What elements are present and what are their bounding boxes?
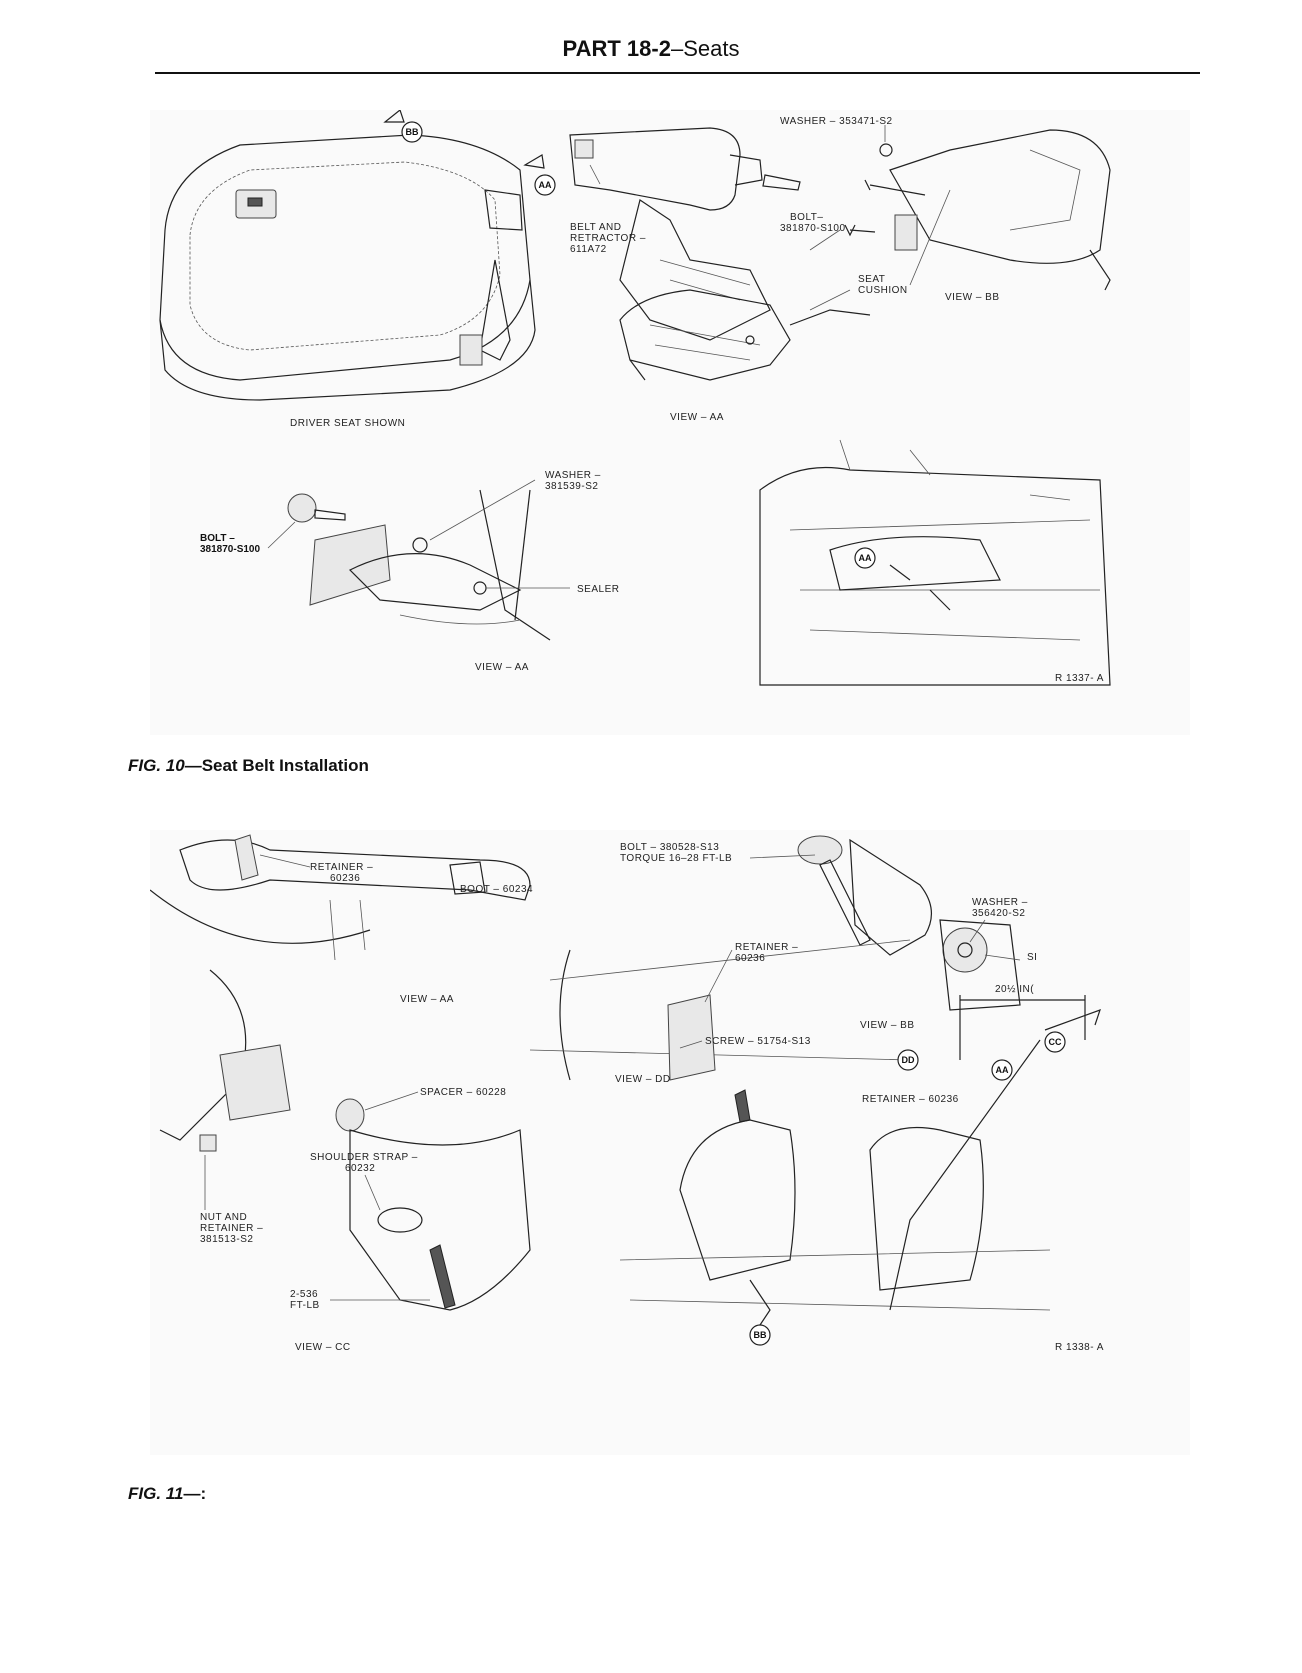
header-rule: [155, 72, 1200, 74]
label-washer-line1: WASHER –: [972, 897, 1028, 908]
part-number: PART 18-2: [562, 36, 671, 61]
label-belt-retractor-line2: RETRACTOR –: [570, 233, 646, 244]
label-view-dd: VIEW – DD: [615, 1074, 671, 1085]
figure-11-drawing: [150, 830, 1190, 1455]
label-ref-r1338a: R 1338- A: [1055, 1342, 1104, 1353]
label-ref-r1337a: R 1337- A: [1055, 673, 1104, 684]
figure-10-drawing: [150, 110, 1190, 735]
label-dimension-20-half: 20½ IN(: [995, 984, 1035, 995]
label-spacer: SPACER – 60228: [420, 1087, 507, 1098]
view-aa-bracket-drawing: [620, 290, 870, 380]
driver-seat-cushion-drawing: [160, 135, 535, 400]
figure-11-caption: [128, 1484, 206, 1504]
pillar-spacer-drawing: [160, 970, 530, 1310]
section-title: Seats: [683, 36, 740, 61]
figure-11-caption-text: —:: [183, 1484, 207, 1503]
figure-10-caption: [128, 756, 369, 776]
label-retainer1-line1: RETAINER –: [310, 862, 374, 873]
label-seat-cushion-line2: CUSHION: [858, 285, 908, 296]
bolt-washer-top-drawing: [845, 130, 1110, 290]
figure-10-illustration: [150, 110, 1190, 735]
badge-cc-label: CC: [1048, 1037, 1062, 1047]
label-bolt-bottom-line1: BOLT –: [200, 533, 235, 544]
badge-bb-label-fig11: BB: [753, 1330, 767, 1340]
badge-bb-label: BB: [405, 127, 419, 137]
label-washer-line2: 356420-S2: [972, 908, 1026, 919]
label-nut-line2: RETAINER –: [200, 1223, 264, 1234]
label-nut-line1: NUT AND: [200, 1212, 248, 1223]
label-view-aa: VIEW – AA: [400, 994, 454, 1005]
label-washer-381539-line1: WASHER –: [545, 470, 601, 481]
badge-aa-label-fig11: AA: [995, 1065, 1009, 1075]
label-bolt-top-line2: 381870-S100: [780, 223, 846, 234]
label-retainer1-line2: 60236: [330, 873, 361, 884]
label-view-bb-top: VIEW – BB: [945, 292, 1000, 303]
dimension-arrow-drawing: [960, 995, 1085, 1060]
page-header: [0, 36, 1302, 62]
label-belt-retractor-line3: 611A72: [570, 244, 607, 255]
label-view-bb: VIEW – BB: [860, 1020, 915, 1031]
car-interior-drawing: [760, 440, 1110, 685]
label-seat-cushion-line1: SEAT: [858, 274, 886, 285]
badge-aa-arrow: [525, 155, 555, 195]
label-retainer2-line1: RETAINER –: [735, 942, 799, 953]
view-dd-retainer-drawing: [530, 940, 910, 1122]
badge-dd-label: DD: [901, 1055, 915, 1065]
label-bolt-bottom-line2: 381870-S100: [200, 544, 261, 555]
figure-11-caption-number: FIG. 11: [128, 1484, 184, 1503]
badge-bb-arrow: [385, 110, 422, 142]
label-bolt-top-line1: BOLT–: [790, 212, 824, 223]
bolt-strap-drawing: [288, 490, 550, 640]
label-shoulder-line2: 60232: [345, 1163, 376, 1174]
figure-11-illustration: [150, 830, 1190, 1455]
badges-right: [750, 1032, 1065, 1345]
badge-aa2-label: AA: [858, 553, 872, 563]
label-retainer3: RETAINER – 60236: [862, 1094, 959, 1105]
label-sealer: SEALER: [577, 584, 620, 595]
header-dash: –: [670, 36, 684, 61]
label-washer-381539-line2: 381539-S2: [545, 481, 599, 492]
badge-aa-label: AA: [538, 180, 552, 190]
bolt-torque-drawing: [798, 836, 1020, 1010]
boot-assembly-drawing: [150, 835, 530, 960]
label-driver-seat-shown: DRIVER SEAT SHOWN: [290, 418, 406, 429]
label-screw: SCREW – 51754-S13: [705, 1036, 811, 1047]
label-boot: BOOT – 60234: [460, 884, 534, 895]
label-nut-line3: 381513-S2: [200, 1234, 254, 1245]
label-torque-line1: 2-536: [290, 1289, 319, 1300]
label-view-cc: VIEW – CC: [295, 1342, 351, 1353]
label-view-aa-top: VIEW – AA: [670, 412, 724, 423]
label-view-aa-bottom: VIEW – AA: [475, 662, 529, 673]
label-bolt-380528: BOLT – 380528-S13: [620, 842, 720, 853]
figure-10-caption-number: FIG. 10: [128, 756, 185, 775]
label-shoulder-line1: SHOULDER STRAP –: [310, 1152, 418, 1163]
label-retainer2-line2: 60236: [735, 953, 766, 964]
label-washer-353471: WASHER – 353471-S2: [780, 116, 893, 127]
label-torque-line2: FT-LB: [290, 1300, 320, 1311]
label-belt-retractor-line1: BELT AND: [570, 222, 622, 233]
label-si: SI: [1027, 952, 1038, 963]
figure-10-caption-text: —Seat Belt Installation: [184, 756, 369, 775]
label-bolt-torque: TORQUE 16–28 FT-LB: [620, 853, 733, 864]
